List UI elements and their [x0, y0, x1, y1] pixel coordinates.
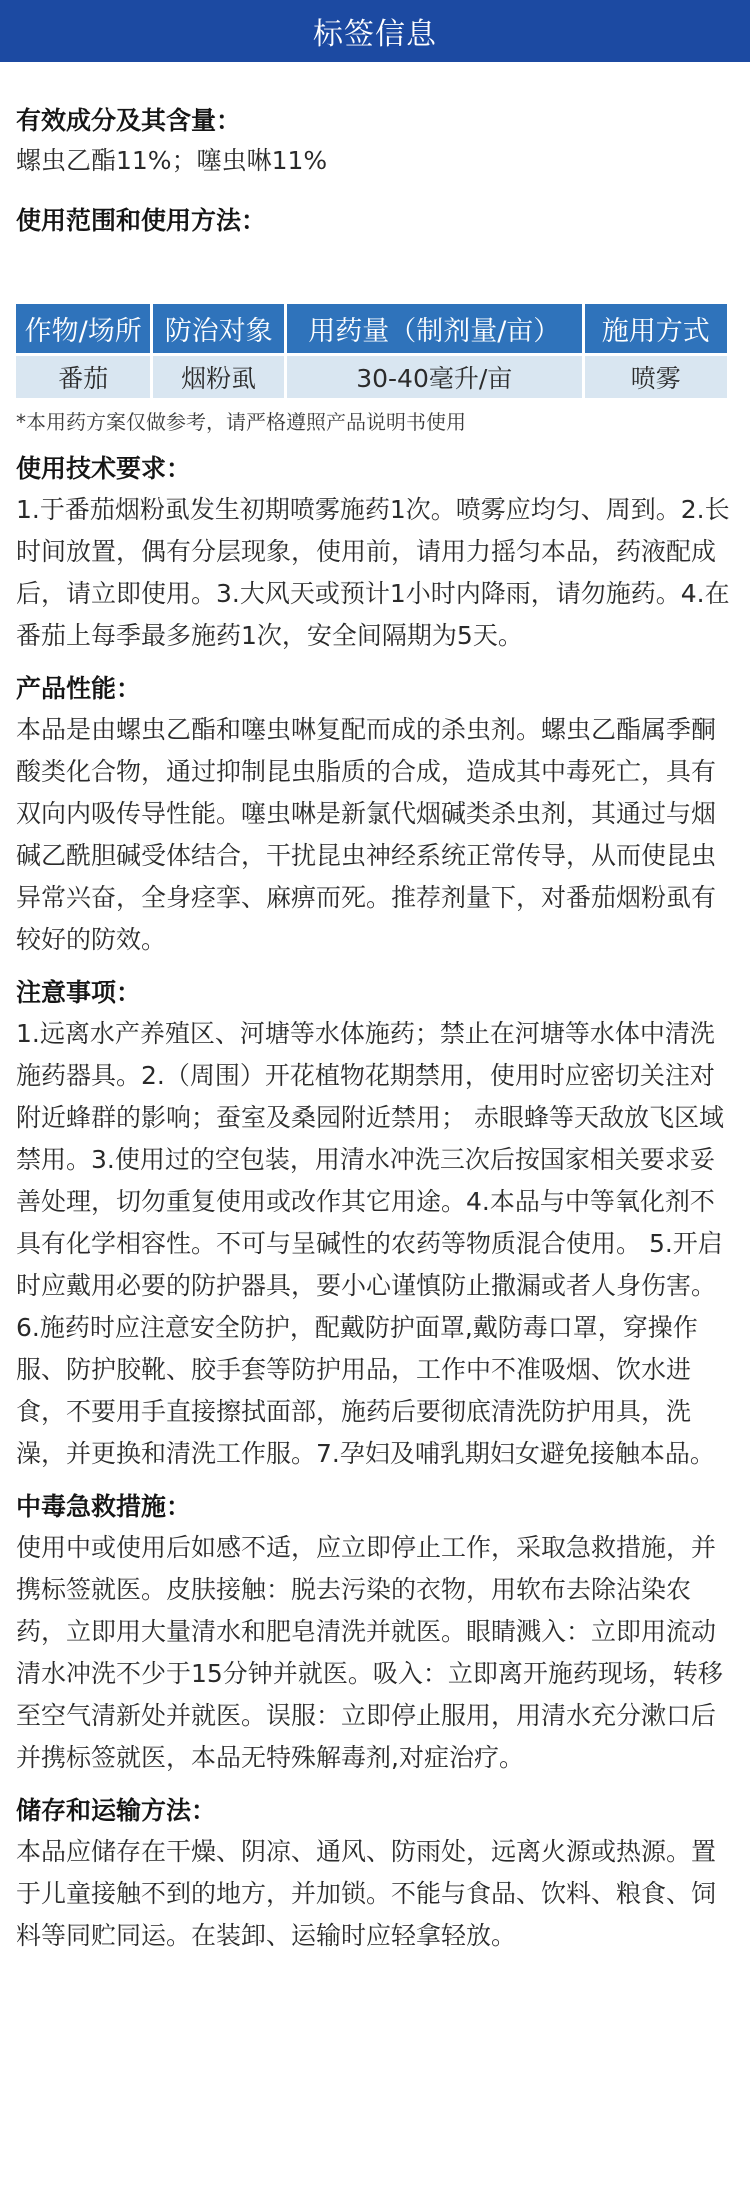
ingredients-text: 螺虫乙酯11%；噻虫啉11% — [16, 146, 328, 175]
usage-table-wrap — [16, 301, 734, 401]
caution-text: 1.远离水产养殖区、河塘等水体施药；禁止在河塘等水体中清洗施药器具。2.（周围）开花植物花期禁用，使用时应密切关注对附近蜂群的影响；蚕室及桑园附近禁用； 赤眼蜂等天敌放飞区域禁用。3.使用过的空包装，用清水冲洗三次后按国家相关要求妥善处理，切勿重复使用或改作其它用途。4.本品与中等氧化剂不具有化学相容性。不可与呈碱性的农药等物质混合使用。 5.开启时应戴用必要的防护器具，要小心谨慎防止撒漏或者人身伤害。6.施药时应注意安全防护，配戴防护面罩,戴防毒口罩，穿操作服、防护胶靴、胶手套等防护用品，工作中不准吸烟、饮水进食，不要用手直接擦拭面部，施药后要彻底清洗防护用具，洗澡，并更换和清洗工作服。7.孕妇及哺乳期妇女避免接触本品。 — [16, 1019, 724, 1468]
technical-section — [16, 451, 734, 657]
storage-text: 本品应储存在干燥、阴凉、通风、防雨处，远离火源或热源。置于儿童接触不到的地方，并加锁。不能与食品、饮料、粮食、饲料等同贮同运。在装卸、运输时应轻拿轻放。 — [16, 1837, 717, 1950]
usage-title: 使用范围和使用方法： — [16, 206, 267, 235]
page-header — [0, 0, 750, 62]
technical-text: 1.于番茄烟粉虱发生初期喷雾施药1次。喷雾应均匀、周到。2.长时间放置，偶有分层现象，使用前，请用力摇匀本品，药液配成后，请立即使用。3.大风天或预计1小时内降雨，请勿施药。4.在番茄上每季最多施药1次，安全间隔期为5天。 — [16, 495, 730, 650]
table-row — [16, 356, 727, 398]
firstaid-title: 中毒急救措施： — [16, 1492, 192, 1521]
table-cell-target: 烟粉虱 — [153, 356, 283, 398]
label-content — [0, 103, 750, 1957]
table-header-dosage: 用药量（制剂量/亩） — [287, 304, 582, 353]
usage-section — [16, 203, 734, 437]
usage-note: *本用药方案仅做参考，请严格遵照产品说明书使用 — [16, 410, 466, 434]
table-cell-dosage: 30-40毫升/亩 — [287, 356, 582, 398]
storage-section — [16, 1793, 734, 1957]
table-cell-crop: 番茄 — [16, 356, 150, 398]
table-header-method: 施用方式 — [585, 304, 727, 353]
table-header-crop: 作物/场所 — [16, 304, 150, 353]
ingredients-title: 有效成分及其含量： — [16, 106, 242, 135]
performance-text: 本品是由螺虫乙酯和噻虫啉复配而成的杀虫剂。螺虫乙酯属季酮酸类化合物，通过抑制昆虫脂质的合成，造成其中毒死亡，具有双向内吸传导性能。噻虫啉是新氯代烟碱类杀虫剂，其通过与烟碱乙酰胆碱受体结合，干扰昆虫神经系统正常传导，从而使昆虫异常兴奋，全身痉挛、麻痹而死。推荐剂量下，对番茄烟粉虱有较好的防效。 — [16, 715, 717, 954]
firstaid-text: 使用中或使用后如感不适，应立即停止工作，采取急救措施，并携标签就医。皮肤接触：脱去污染的衣物，用软布去除沾染农药，立即用大量清水和肥皂清洗并就医。眼睛溅入：立即用流动清水冲洗不少于15分钟并就医。吸入：立即离开施药现场，转移至空气清新处并就医。误服：立即停止服用，用清水充分漱口后并携标签就医，本品无特殊解毒剂,对症治疗。 — [16, 1533, 723, 1772]
storage-title: 储存和运输方法： — [16, 1796, 217, 1825]
caution-title: 注意事项： — [16, 978, 142, 1007]
firstaid-section — [16, 1489, 734, 1779]
table-cell-method: 喷雾 — [585, 356, 727, 398]
performance-title: 产品性能： — [16, 674, 142, 703]
usage-table — [13, 301, 730, 401]
table-header-target: 防治对象 — [153, 304, 283, 353]
ingredients-section — [16, 103, 734, 180]
caution-section — [16, 975, 734, 1475]
table-header-row — [16, 304, 727, 353]
technical-title: 使用技术要求： — [16, 454, 192, 483]
page-title: 标签信息 — [313, 17, 437, 52]
performance-section — [16, 671, 734, 961]
